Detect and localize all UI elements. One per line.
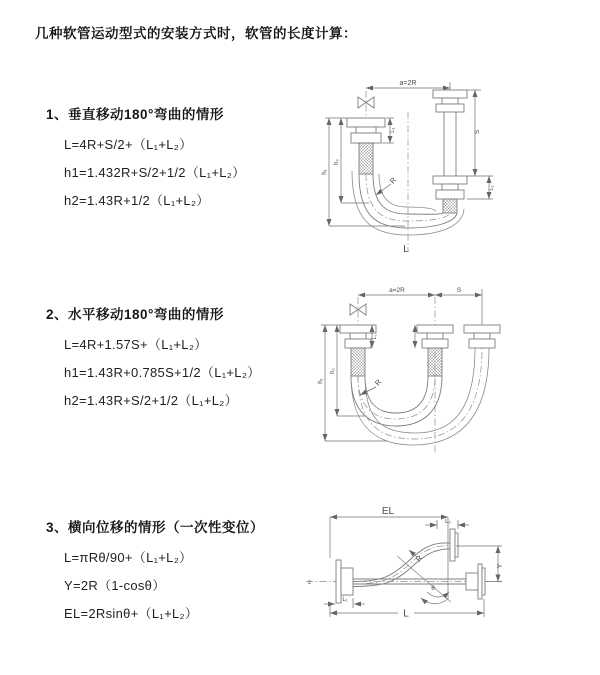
- s-curve-hose: [353, 543, 450, 587]
- label-theta: θ: [431, 585, 435, 592]
- section-3: [46, 516, 264, 628]
- diagram-vertical-180-bend: [303, 72, 595, 262]
- dim-s: [467, 90, 493, 176]
- diagram-1-svg: [303, 72, 595, 262]
- middle-flange: [417, 325, 453, 348]
- label-l2: L₂: [489, 185, 495, 191]
- label-l1: L₁: [342, 597, 348, 603]
- right-flange-upper: [433, 90, 467, 112]
- section-1: [46, 103, 245, 215]
- label-s: S: [474, 129, 481, 135]
- page-title: 几种软管运动型式的安装方式时，软管的长度计算：: [35, 26, 357, 41]
- label-h1: h₁: [318, 378, 324, 384]
- formula-line: h2=1.43R+S/2+1/2（L₁+L₂）: [64, 393, 238, 408]
- formula-line: L=πRθ/90+（L₁+L₂）: [64, 550, 193, 565]
- dim-l2: [425, 519, 469, 529]
- label-y: Y: [497, 563, 504, 569]
- centerline-break: [308, 580, 311, 586]
- label-a2r: a=2R: [389, 287, 405, 294]
- section-3-formulas: [64, 544, 264, 628]
- diagram-lateral-displacement: [298, 500, 598, 650]
- label-h2: h₂: [334, 159, 340, 165]
- label-a2r: a=2R: [399, 80, 417, 87]
- label-r: R: [372, 377, 384, 388]
- formula-line: L=4R+S/2+（L₁+L₂）: [64, 137, 193, 152]
- right-flange: [464, 325, 500, 348]
- angle-theta: [397, 556, 451, 604]
- formula-line: EL=2Rsinθ+（L₁+L₂）: [64, 606, 199, 621]
- diagram-3-svg: [298, 500, 598, 650]
- label-el: EL: [381, 506, 395, 517]
- radius-callout: [409, 550, 425, 563]
- formula-line: L=4R+1.57S+（L₁+L₂）: [64, 337, 208, 352]
- left-flange: [347, 118, 385, 143]
- braided-hose-left: [359, 143, 373, 174]
- label-l-bottom: L: [403, 244, 409, 255]
- section-2: [46, 303, 260, 415]
- label-h2: h₂: [330, 368, 336, 374]
- dim-l2: [467, 176, 495, 199]
- label-l1: L₁: [390, 127, 396, 133]
- section-2-formulas: [64, 331, 260, 415]
- braided-hose-right: [443, 199, 457, 213]
- braided-hose-left: [351, 348, 365, 376]
- right-flange: [466, 564, 485, 599]
- diagram-2-svg: [303, 283, 595, 461]
- section-1-heading: 1、垂直移动180°弯曲的情形: [46, 107, 224, 122]
- formula-line: h1=1.432R+S/2+1/2（L₁+L₂）: [64, 165, 246, 180]
- dim-a2r: [358, 287, 482, 325]
- right-flange-lower: [433, 176, 467, 199]
- section-2-heading: 2、水平移动180°弯曲的情形: [46, 307, 224, 322]
- upper-flange: [450, 529, 458, 561]
- diagram-horizontal-180-bend: [303, 283, 595, 461]
- label-h1: h₁: [322, 169, 328, 175]
- label-l: L: [403, 608, 409, 620]
- label-r: R: [413, 553, 425, 564]
- braided-hose-middle: [428, 348, 442, 376]
- formula-line: h1=1.43R+0.785S+1/2（L₁+L₂）: [64, 365, 261, 380]
- label-l1: L₁: [372, 334, 378, 340]
- label-r: R: [387, 175, 399, 186]
- section-3-heading: 3、横向位移的情形（一次性变位）: [46, 520, 265, 535]
- svg-text:z: z: [308, 580, 311, 586]
- left-flange: [340, 325, 376, 348]
- radius-callout: [360, 377, 384, 395]
- hose-u-bend-position1: [351, 376, 442, 426]
- label-s: S: [456, 287, 462, 294]
- hose-u-bend-position2: [351, 348, 489, 445]
- section-1-formulas: [64, 131, 245, 215]
- formula-line: Y=2R（1-cosθ）: [64, 578, 166, 593]
- label-l2: L₂: [445, 519, 451, 525]
- formula-line: h2=1.43R+1/2（L₁+L₂）: [64, 193, 210, 208]
